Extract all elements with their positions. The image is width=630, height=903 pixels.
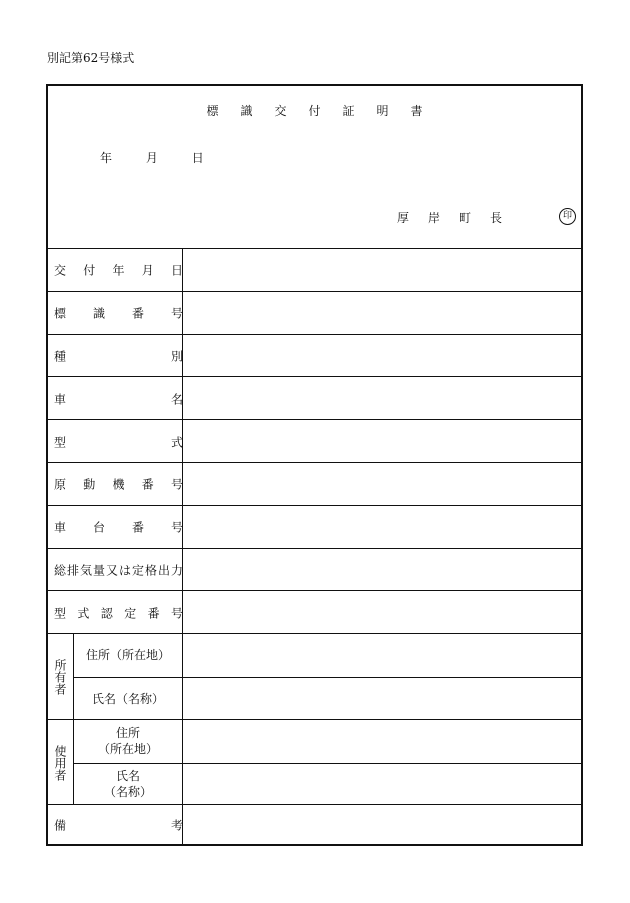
row-label [48, 506, 183, 549]
table-row [48, 462, 581, 506]
label-char: 気 [80, 563, 93, 578]
label-char: 型 [54, 435, 67, 450]
issue-date-line [100, 149, 234, 166]
table-row [48, 419, 581, 463]
label-char: 定 [124, 606, 137, 621]
row-label [48, 335, 183, 378]
label-char: 年 [112, 263, 125, 278]
label-char: 格 [145, 563, 158, 578]
table-row [48, 376, 581, 420]
label-char: 交 [54, 263, 67, 278]
label-char: 又 [106, 563, 119, 578]
user-name-field[interactable] [183, 763, 581, 807]
table-row [48, 505, 581, 549]
label-char: 号 [171, 477, 184, 492]
label-char: 種 [54, 349, 67, 364]
year-label: 年 [100, 151, 113, 165]
label-char: 式 [77, 606, 90, 621]
label-char: 号 [171, 520, 184, 535]
label-char: 台 [93, 520, 106, 535]
row-value-field[interactable] [183, 549, 581, 592]
table-row [48, 548, 581, 592]
row-label [48, 420, 183, 463]
label-char: 号 [171, 306, 184, 321]
title-char: 交 [274, 104, 287, 118]
row-value-field[interactable] [183, 506, 581, 549]
seal-mark: 印 [559, 208, 576, 225]
table-row [48, 334, 581, 378]
label-char: 動 [83, 477, 96, 492]
title-char: 識 [240, 104, 253, 118]
label-char: 付 [83, 263, 96, 278]
issuer-name: 厚岸町長 [396, 211, 521, 225]
owner-group [48, 633, 581, 720]
label-char: 式 [171, 435, 184, 450]
user-name-label: 氏名 （名称） [74, 763, 183, 806]
user-address-label: 住所 （所在地） [74, 720, 183, 763]
label-char: 型 [54, 606, 67, 621]
label-char: は [119, 563, 132, 578]
label-char: 車 [54, 520, 67, 535]
row-value-field[interactable] [183, 420, 581, 463]
owner-group-label: 所有者 [48, 634, 74, 720]
table-row [48, 590, 581, 634]
user-address-field[interactable] [183, 720, 581, 763]
row-value-field[interactable] [183, 292, 581, 335]
row-label [48, 377, 183, 420]
remarks-label [48, 805, 183, 844]
label-char: 名 [171, 392, 184, 407]
label-char: 総 [54, 563, 67, 578]
owner-name-field[interactable] [183, 677, 581, 721]
table-row [48, 291, 581, 335]
label-char: 車 [54, 392, 67, 407]
month-label: 月 [145, 151, 158, 165]
row-label [48, 292, 183, 335]
label-char: 機 [112, 477, 125, 492]
label-char: 量 [93, 563, 106, 578]
certificate-table [48, 248, 581, 844]
label-char: 番 [141, 477, 154, 492]
remarks-row [48, 804, 581, 844]
certificate-frame [46, 84, 583, 846]
title-char: 書 [410, 104, 423, 118]
label-char: 認 [100, 606, 113, 621]
form-number: 別記第62号様式 [47, 51, 135, 65]
label-char: 標 [54, 306, 67, 321]
label-char: 備 [54, 818, 67, 833]
row-value-field[interactable] [183, 377, 581, 420]
row-label [48, 591, 183, 634]
day-label: 日 [191, 151, 204, 165]
row-label [48, 249, 183, 292]
title-char: 標 [206, 104, 219, 118]
remarks-field[interactable] [183, 805, 581, 844]
owner-address-field[interactable] [183, 634, 581, 677]
owner-address-label: 住所（所在地） [74, 634, 183, 677]
label-char: 別 [171, 349, 184, 364]
row-value-field[interactable] [183, 335, 581, 378]
title-char: 証 [342, 104, 355, 118]
certificate-title [48, 102, 581, 119]
label-char: 番 [147, 606, 160, 621]
label-char: 月 [141, 263, 154, 278]
title-char: 明 [376, 104, 389, 118]
label-char: 定 [132, 563, 145, 578]
label-char: 排 [67, 563, 80, 578]
title-char: 付 [308, 104, 321, 118]
user-group [48, 719, 581, 806]
label-char: 力 [171, 563, 184, 578]
label-char: 出 [158, 563, 171, 578]
row-value-field[interactable] [183, 249, 581, 292]
label-char: 識 [93, 306, 106, 321]
row-value-field[interactable] [183, 463, 581, 506]
owner-name-label: 氏名（名称） [74, 677, 183, 720]
label-char: 号 [171, 606, 184, 621]
label-char: 番 [132, 520, 145, 535]
label-char: 日 [171, 263, 184, 278]
row-label [48, 549, 183, 592]
row-value-field[interactable] [183, 591, 581, 634]
label-char: 考 [171, 818, 184, 833]
label-char: 番 [132, 306, 145, 321]
label-char: 原 [54, 477, 67, 492]
user-group-label: 使用者 [48, 720, 74, 806]
table-row [48, 248, 581, 292]
row-label [48, 463, 183, 506]
